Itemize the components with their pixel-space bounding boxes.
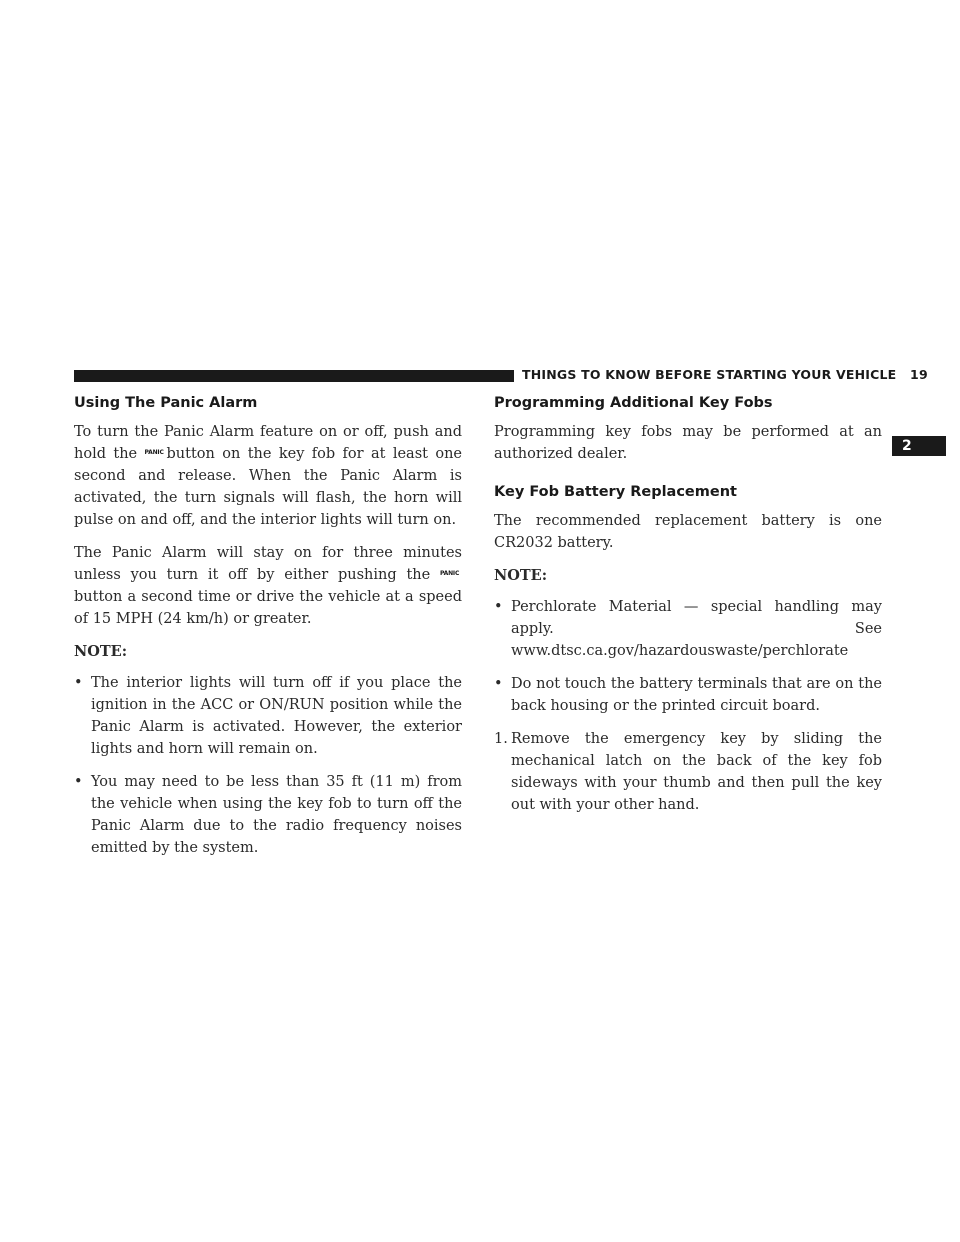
bullet-icon: • — [74, 774, 83, 790]
list-item: • The interior lights will turn off if you place the ignition in the ACC or ON/RUN position while the Panic Alarm is activated. However, the exterior lights and horn will remain on. — [74, 672, 462, 760]
note-list — [494, 596, 882, 717]
chapter-tab: 2 — [892, 436, 946, 456]
note-label: NOTE: — [74, 643, 128, 660]
section-heading-battery: Key Fob Battery Replacement — [494, 484, 737, 500]
panic-button-icon: PANIC — [144, 449, 164, 456]
section-heading-programming: Programming Additional Key Fobs — [494, 395, 773, 411]
paragraph-battery: The recommended replacement battery is one CR2032 battery. — [494, 513, 882, 551]
paragraph-panic-duration: The Panic Alarm will stay on for three minutes unless you turn it off by either pushing the PANICbutton a second time or drive the vehicle at a speed of 15 MPH (24 km/h) or greater. — [74, 545, 462, 627]
paragraph-panic-usage: To turn the Panic Alarm feature on or off, push and hold the PANIC button on the key fob for at least one second and release. When the Panic Alarm is activated, the turn signals will flash, the horn will pulse on and off, and the interior lights will turn on. — [74, 424, 463, 528]
list-item: • Perchlorate Material — special handling may apply. See www.dtsc.ca.gov/hazardouswaste/perchlorate — [494, 596, 882, 662]
header-rule — [74, 370, 514, 382]
right-column — [494, 394, 882, 816]
section-title: THINGS TO KNOW BEFORE STARTING YOUR VEHICLE — [522, 367, 897, 382]
section-heading-panic-alarm: Using The Panic Alarm — [74, 395, 258, 411]
left-column — [74, 394, 462, 870]
panic-button-icon: PANIC — [440, 570, 460, 577]
running-header — [522, 367, 928, 382]
bullet-icon: • — [494, 676, 503, 692]
paragraph-programming: Programming key fobs may be performed at an authorized dealer. — [494, 424, 882, 462]
bullet-icon: • — [494, 599, 503, 615]
bullet-icon: • — [74, 675, 83, 691]
step-list — [494, 728, 882, 816]
step-item: 1. Remove the emergency key by sliding the mechanical latch on the back of the key fob sideways with your thumb and then pull the key out with your other hand. — [494, 728, 882, 816]
note-list — [74, 672, 462, 859]
list-item: • You may need to be less than 35 ft (11 m) from the vehicle when using the key fob to turn off the Panic Alarm due to the radio frequency noises emitted by the system. — [74, 771, 462, 859]
list-item: • Do not touch the battery terminals that are on the back housing or the printed circuit board. — [494, 673, 882, 717]
page-number: 19 — [910, 367, 928, 382]
note-label: NOTE: — [494, 567, 548, 584]
step-number: 1. — [494, 731, 508, 747]
